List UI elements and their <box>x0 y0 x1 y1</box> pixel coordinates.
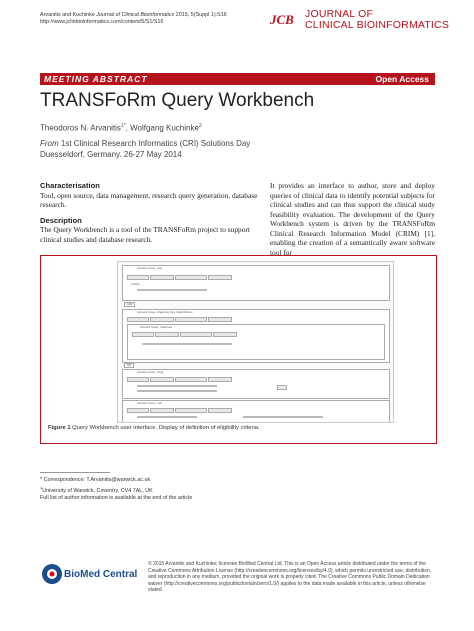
citation-journal: Journal of Clinical Bioinformatics <box>96 12 175 18</box>
from-label: From <box>40 139 59 148</box>
author-1: Theodoros N. Arvanitis <box>40 123 121 133</box>
or-button[interactable] <box>277 385 287 390</box>
add-subgroup-button[interactable] <box>150 275 174 280</box>
delete-group-button[interactable] <box>208 377 232 382</box>
right-column <box>270 181 435 263</box>
add-criteria-button[interactable] <box>127 275 149 280</box>
criteria-label: Criteria <box>131 283 140 286</box>
criteria-row <box>137 416 197 418</box>
edit-group-button[interactable] <box>175 275 207 280</box>
publisher-name: BioMed Central <box>64 569 138 580</box>
delete-group-button[interactable] <box>208 275 232 280</box>
author-1-sup: 1* <box>120 123 126 129</box>
inclusion-group-age <box>122 265 390 301</box>
add-subgroup-button[interactable] <box>155 332 179 337</box>
caption-label: Figure 1 <box>48 425 71 431</box>
add-subgroup-button[interactable] <box>150 377 174 382</box>
caption-text: Query Workbench user interface. Display of definition of eligibility criteria. <box>70 425 260 431</box>
criteria-row <box>137 390 217 392</box>
article-url[interactable]: http://www.jclinbioinformatics.com/content/5/S1/S16 <box>40 19 164 25</box>
criteria-row <box>243 416 323 418</box>
figure-1 <box>40 255 437 444</box>
inclusion-group-lab <box>122 400 390 423</box>
edit-group-button[interactable] <box>175 317 207 322</box>
correspondence[interactable]: * Correspondence: T.Arvanitis@warwick.ac.uk <box>40 477 151 483</box>
nested-group <box>127 324 385 360</box>
or-operator[interactable]: OR <box>124 363 134 368</box>
footnotes <box>40 477 192 502</box>
journal-name <box>305 9 449 31</box>
inclusion-group-diagnosis <box>122 309 390 363</box>
article-title: TRANSFoRm Query Workbench <box>40 90 315 111</box>
figure-caption <box>48 425 260 431</box>
and-operator[interactable]: AND <box>124 302 135 307</box>
group-age-title: Inclusion Group - Age <box>137 267 162 270</box>
criteria-row <box>137 385 217 387</box>
citation-authors: Arvanitis and Kuchinke <box>40 12 95 18</box>
left-column <box>40 181 258 250</box>
add-criteria-button[interactable] <box>132 332 154 337</box>
footnote-rule <box>40 472 110 473</box>
add-criteria-button[interactable] <box>127 408 149 413</box>
group-drug-title: Inclusion Group - Drug <box>137 371 164 374</box>
group-diag2-title: Inclusion Group - Diagnosis <box>140 326 172 329</box>
license-text: © 2015 Arvanitis and Kuchinke; licensee BioMed Central Ltd. This is an Open Access article distributed under the terms of the Creative Commons Attribution License (http://creativecommons.org/licenses/by/4.0), which permits unrestricted use, distribution, and reproduction in any medium, provided the original work is properly cited. The Creative Commons Public Domain Dedication waiver (http://creativecommons.org/publicdomain/zero/1.0/) applies to the data made available in this article, unless otherwise stated. <box>148 561 432 593</box>
author-2-sup: 2 <box>198 123 202 129</box>
group-diag-title: Inclusion Group - Diagnosis Type II Identification <box>137 311 193 314</box>
jcb-logo <box>269 10 295 28</box>
journal-line2: CLINICAL BIOINFORMATICS <box>305 19 450 31</box>
add-subgroup-button[interactable] <box>150 317 174 322</box>
edit-group-button[interactable] <box>175 377 207 382</box>
right-column-text: It provides an interface to author, store and deploy queries of clinical data to identify potential subjects for clinical studies and can thus support the clinical study feasibility evaluation. The development of the Query Workbench system is driven by the TRANSFoRm Clinical Research Information Model (CRIM) [1], enabling the creation of a semantically aware software tool for <box>270 181 435 257</box>
characterisation-heading: Characterisation <box>40 181 100 190</box>
author-2: Wolfgang Kuchinke <box>130 123 199 133</box>
add-subgroup-button[interactable] <box>150 408 174 413</box>
add-criteria-button[interactable] <box>127 377 149 382</box>
description-heading: Description <box>40 215 82 225</box>
characterisation-text: Tool, open source, data management, research query generation, database research. <box>40 190 258 209</box>
criteria-row <box>137 289 207 291</box>
inclusion-group-drug <box>122 369 390 399</box>
conference-name: 1st Clinical Research Informatics (CRI) Solutions Day <box>58 139 251 148</box>
group-lab-title: Inclusion Group - Lab <box>137 402 162 405</box>
conference-location: Duesseldorf, Germany. 26-27 May 2014 <box>40 149 182 159</box>
edit-group-button[interactable] <box>175 408 207 413</box>
description-text: The Query Workbench is a tool of the TRANSFoRm project to support clinical studies and database research. <box>40 225 250 244</box>
open-access-label: Open Access <box>375 74 429 84</box>
citation-details: 2015, 5(Suppl 1):S16 <box>175 12 227 18</box>
edit-group-button[interactable] <box>180 332 212 337</box>
criteria-row <box>142 343 232 345</box>
affiliation: University of Warwick, Coventry, CV4 7AL, UK <box>42 487 153 494</box>
figure-screenshot <box>117 261 394 423</box>
delete-group-button[interactable] <box>208 408 232 413</box>
article-type-label: MEETING ABSTRACT <box>44 74 148 84</box>
logo-text: JCB <box>270 12 294 27</box>
affil-sup: 1 <box>40 485 43 490</box>
section-band <box>40 73 435 85</box>
running-header <box>40 12 227 26</box>
delete-group-button[interactable] <box>208 317 232 322</box>
delete-group-button[interactable] <box>213 332 237 337</box>
journal-line1: JOURNAL OF <box>305 8 374 20</box>
conference-info <box>40 139 250 160</box>
more-info: Full list of author information is available at the end of the article <box>40 494 193 501</box>
authors <box>40 123 202 133</box>
author-separator: , <box>125 123 131 133</box>
add-criteria-button[interactable] <box>127 317 149 322</box>
